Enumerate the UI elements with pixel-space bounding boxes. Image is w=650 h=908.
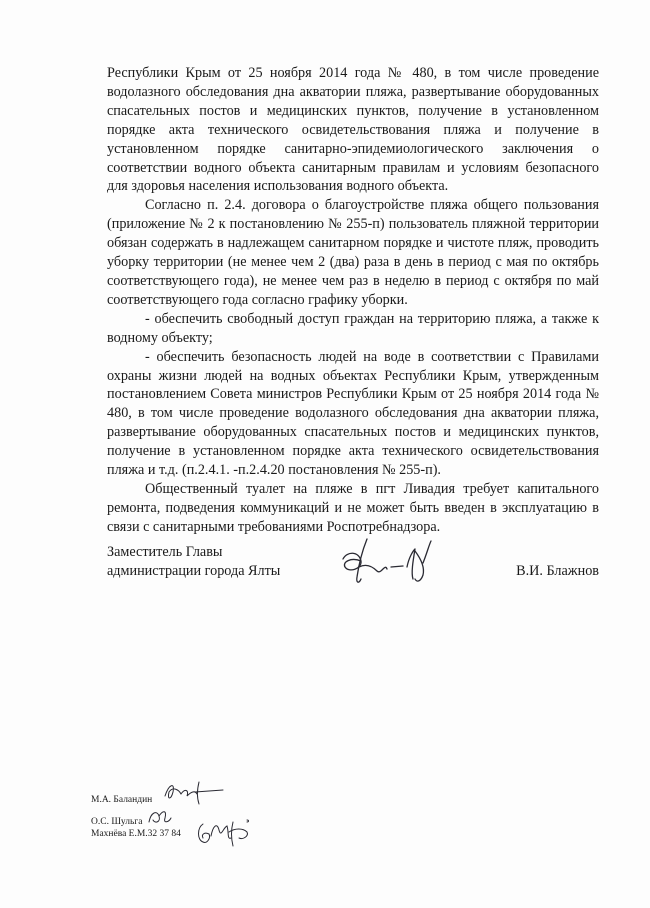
executor-2: О.С. Шульга xyxy=(91,817,143,827)
executor-2-initials xyxy=(145,806,175,828)
signatory-title xyxy=(107,543,327,581)
executors-block xyxy=(91,790,291,870)
paragraph-5: Общественный туалет на пляже в пгт Ливадия требует капитального ремонта, подведения коммуникаций и не может быть введен в эксплуатацию в связи с санитарными требованиями Роспотребнадзора. xyxy=(107,480,599,535)
handwritten-signature xyxy=(337,537,447,589)
signatory-title-line-2: администрации города Ялты xyxy=(107,563,281,579)
executor-3: Махнёва Е.М.32 37 84 xyxy=(91,829,181,839)
executor-3-initials xyxy=(193,816,253,850)
executor-1-initials xyxy=(161,778,231,808)
paragraph-1: Республики Крым от 25 ноября 2014 года № 480, в том числе проведение водолазного обследования дна акватории пляжа, развертывание оборудованных спасательных постов и медицинских пунктов, получение в установленном порядке акта технического освидетельствования пляжа и получение в установленном порядке санитарно-эпидемиологического заключения о соответствии водного объекта санитарным правилам и условиям безопасного для здоровья населения использования водного объекта. xyxy=(107,65,599,195)
signatory-title-line-1: Заместитель Главы xyxy=(107,544,223,560)
paragraph-4: - обеспечить безопасность людей на воде в соответствии с Правилами охраны жизни людей на водных объектах Республики Крым, утвержденным постановлением Совета министров Республики Крым от 25 ноября 2014 года № 480, в том числе проведение водолазного обследования дна акватории пляжа, развертывание оборудованных спасательных постов и медицинских пунктов, получение в установленном порядке акта технического освидетельствования пляжа и т.д. (п.2.4.1. -п.2.4.20 постановления № 255-п). xyxy=(107,348,599,479)
paragraph-2: Согласно п. 2.4. договора о благоустройстве пляжа общего пользования (приложение № 2 к постановлению № 255-п) пользователь пляжной территории обязан содержать в надлежащем санитарном порядке и чистоте пляж, проводить уборку территории (не менее чем 2 (два) раза в день в период с мая по октябрь соответствующего года), не менее чем раз в неделю в период с октября по май соответствующего года согласно графику уборки. xyxy=(107,197,599,308)
signatory-name: В.И. Блажнов xyxy=(516,563,599,579)
signature-block xyxy=(107,543,599,603)
letter-body xyxy=(107,64,599,537)
executor-1: М.А. Баландин xyxy=(91,795,153,805)
paragraph-3: - обеспечить свободный доступ граждан на территорию пляжа, а также к водному объекту; xyxy=(107,310,599,346)
